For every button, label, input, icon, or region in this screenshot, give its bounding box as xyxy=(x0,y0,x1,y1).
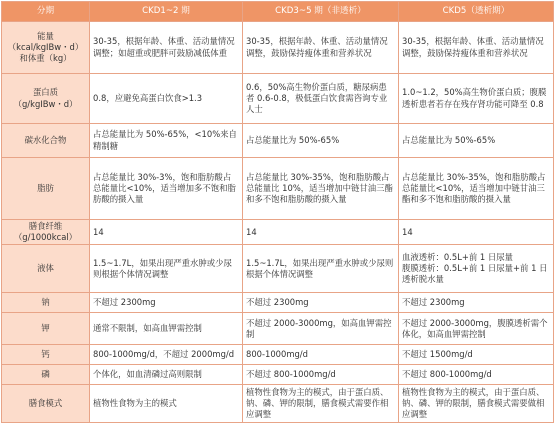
cell-ckd1-2: 14 xyxy=(90,220,243,245)
header-ckd5-dialysis: CKD5（透析期） xyxy=(399,2,554,22)
table-row xyxy=(2,365,554,385)
table-row xyxy=(2,313,554,345)
table-row xyxy=(2,245,554,293)
cell-ckd1-2: 30-35，根据年龄、体重、活动量情况调整；如超重或肥胖可鼓励减低体重 xyxy=(90,22,243,74)
cell-ckd3-5: 植物性食物为主的模式，由于蛋白质、钠、磷、钾的限制，膳食模式需要作相应调整 xyxy=(243,385,399,423)
header-row xyxy=(2,2,554,22)
table-row xyxy=(2,345,554,365)
cell-ckd5-dialysis: 不超过 800-1000mg/d xyxy=(399,365,554,385)
cell-ckd1-2: 占总能量比为 50%-65%，<10%来自精制糖 xyxy=(90,124,243,158)
table-row xyxy=(2,124,554,158)
cell-ckd3-5: 0.6，50%高生物价蛋白质，糖尿病患者 0.6-0.8，极低蛋白饮食需咨询专业人士 xyxy=(243,74,399,124)
cell-ckd3-5: 占总能量比为 50%-65% xyxy=(243,124,399,158)
header-ckd1-2: CKD1~2 期 xyxy=(90,2,243,22)
cell-ckd1-2: 1.5~1.7L，如果出现严重水肿或少尿则根据个体情况调整 xyxy=(90,245,243,293)
row-label: 液体 xyxy=(2,245,90,293)
cell-ckd1-2: 不超过 2300mg xyxy=(90,293,243,313)
row-label: 蛋白质 （g/kgIBw・d） xyxy=(2,74,90,124)
cell-ckd3-5: 不超过 800-1000mg/d xyxy=(243,365,399,385)
cell-ckd5-dialysis: 植物性食物为主的模式，由于蛋白质、钠、磷、钾的限制，膳食模式需要做相应调整 xyxy=(399,385,554,423)
diet-guideline-table xyxy=(1,1,554,423)
cell-ckd3-5: 占总能量比 30%-35%，饱和脂肪酸占总能量比 10%，适当增加中链甘油三酯和多不饱和脂肪酸的摄入量 xyxy=(243,158,399,220)
table-row xyxy=(2,293,554,313)
table-row xyxy=(2,22,554,74)
cell-ckd5-dialysis: 不超过 2000-3000mg，腹膜透析需个体化，如高血钾需控制 xyxy=(399,313,554,345)
cell-ckd5-dialysis: 14 xyxy=(399,220,554,245)
cell-ckd3-5: 30-35，根据年龄、体重、活动量情况调整，鼓励保持瘦体重和营养状况 xyxy=(243,22,399,74)
cell-ckd5-dialysis: 30-35，根据年龄、体重、活动量情况调整，鼓励保持瘦体重和营养状况 xyxy=(399,22,554,74)
row-label: 钙 xyxy=(2,345,90,365)
cell-ckd3-5: 不超过 2000-3000mg，如高血钾需控制 xyxy=(243,313,399,345)
row-label: 膳食模式 xyxy=(2,385,90,423)
cell-ckd1-2: 800-1000mg/d，不超过 2000mg/d xyxy=(90,345,243,365)
row-label: 碳水化合物 xyxy=(2,124,90,158)
table-row xyxy=(2,385,554,423)
cell-ckd3-5: 14 xyxy=(243,220,399,245)
header-stage: 分期 xyxy=(2,2,90,22)
row-label: 钾 xyxy=(2,313,90,345)
table-row xyxy=(2,220,554,245)
header-ckd3-5: CKD3~5 期（非透析） xyxy=(243,2,399,22)
row-label: 磷 xyxy=(2,365,90,385)
row-label: 脂肪 xyxy=(2,158,90,220)
cell-ckd5-dialysis: 不超过 2300mg xyxy=(399,293,554,313)
cell-ckd5-dialysis: 血液透析：0.5L+前 1 日尿量 腹膜透析：0.5L+前 1 日尿量+前 1 日透析脱水量 xyxy=(399,245,554,293)
cell-ckd1-2: 占总能量比 30%-3%，饱和脂肪酸占总能量比<10%，适当增加多不饱和脂肪酸的摄入量 xyxy=(90,158,243,220)
cell-ckd1-2: 0.8，应避免高蛋白饮食>1.3 xyxy=(90,74,243,124)
cell-ckd5-dialysis: 1.0~1.2，50%高生物价蛋白质；腹膜透析患者若存在残存肾功能可降至 0.8 xyxy=(399,74,554,124)
row-label: 能量 （kcal/kgIBw・d） 和体重（kg） xyxy=(2,22,90,74)
cell-ckd1-2: 个体化，如血清磷过高则限制 xyxy=(90,365,243,385)
row-label: 钠 xyxy=(2,293,90,313)
table-row xyxy=(2,158,554,220)
cell-ckd3-5: 800-1000mg/d xyxy=(243,345,399,365)
cell-ckd5-dialysis: 占总能量比为 50%-65% xyxy=(399,124,554,158)
cell-ckd1-2: 植物性食物为主的模式 xyxy=(90,385,243,423)
table-row xyxy=(2,74,554,124)
cell-ckd5-dialysis: 占总能量比 30%-35%，饱和脂肪酸占总能量比<10%，适当增加中链甘油三酯和多不饱和脂肪酸的摄入量 xyxy=(399,158,554,220)
cell-ckd5-dialysis: 不超过 1500mg/d xyxy=(399,345,554,365)
cell-ckd3-5: 1.5~1.7L，如果出现严重水肿或少尿则根据个体情况调整 xyxy=(243,245,399,293)
cell-ckd1-2: 通常不限制，如高血钾需控制 xyxy=(90,313,243,345)
row-label: 膳食纤维 （g/1000kcal） xyxy=(2,220,90,245)
cell-ckd3-5: 不超过 2300mg xyxy=(243,293,399,313)
